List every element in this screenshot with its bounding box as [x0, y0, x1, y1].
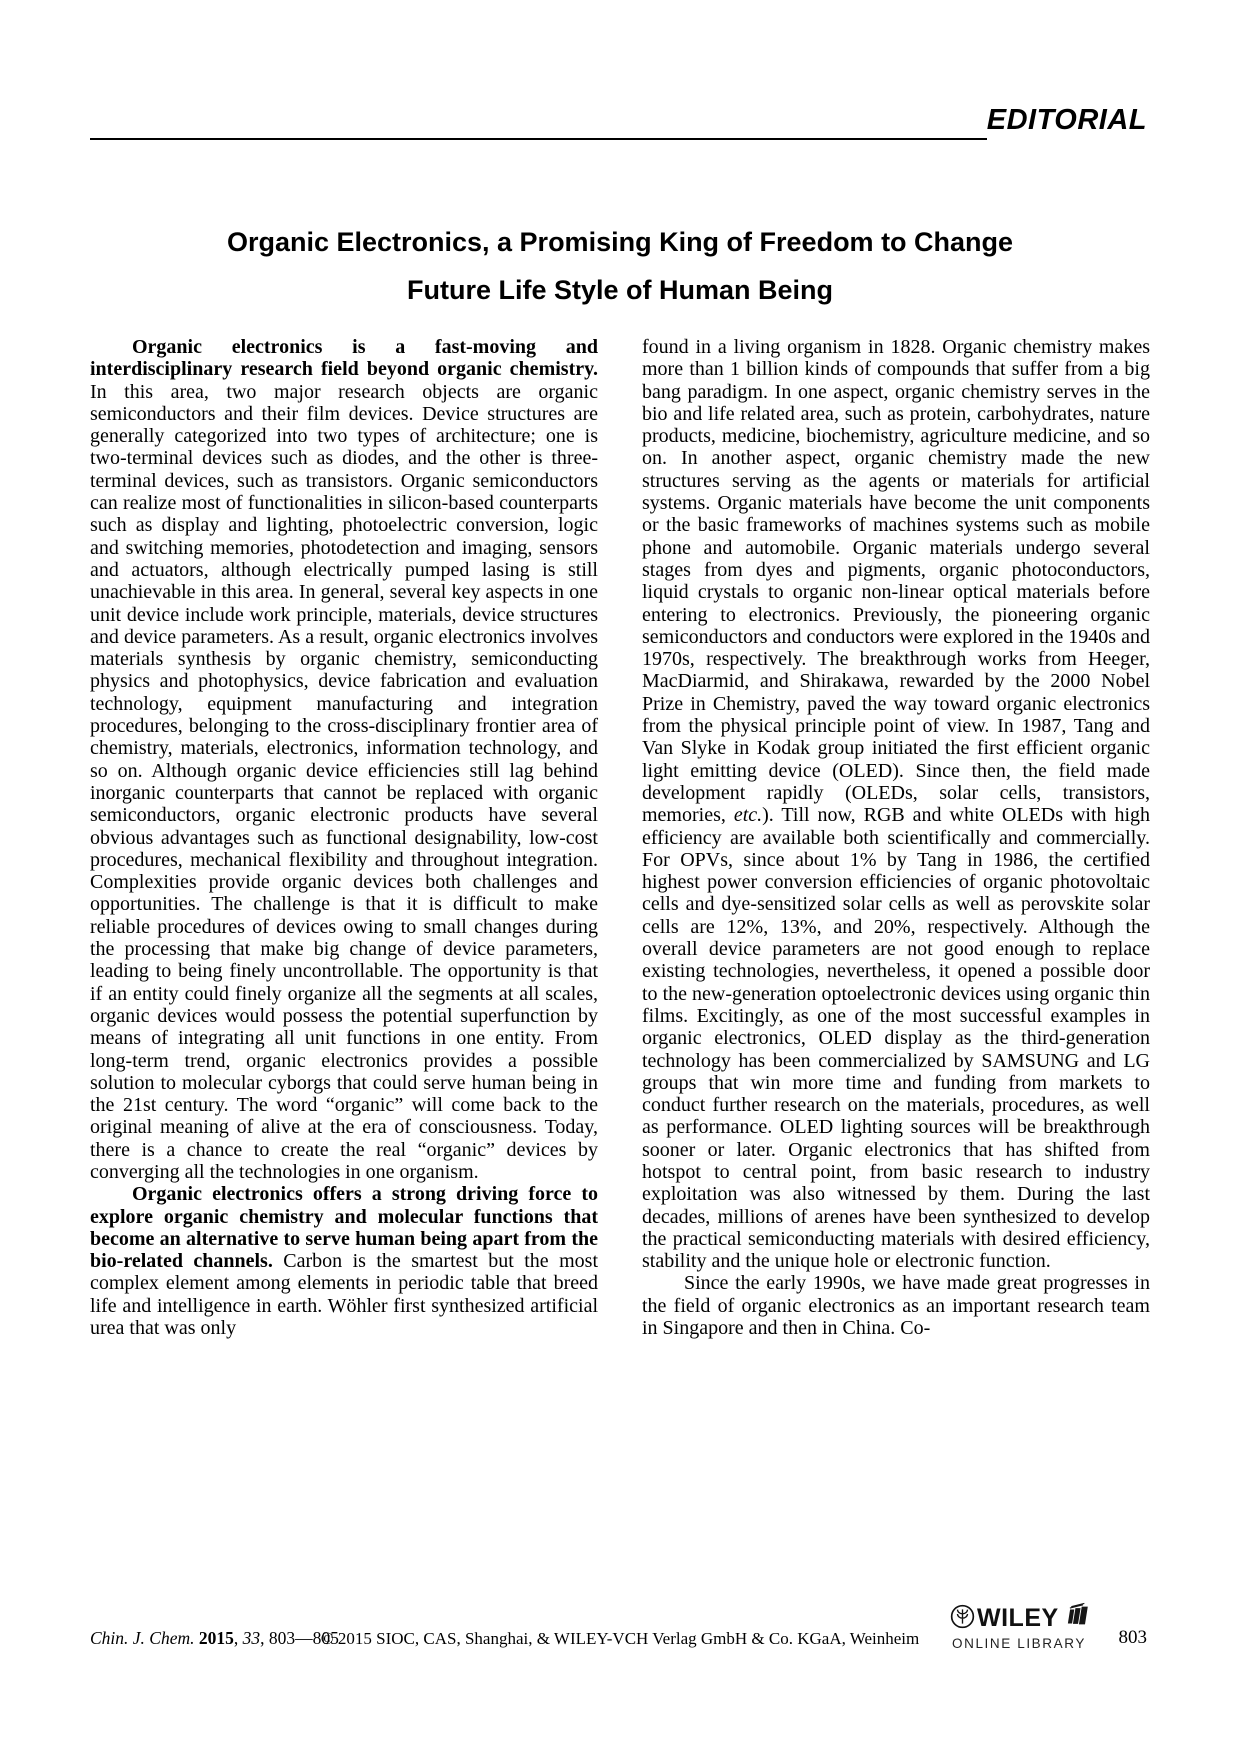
article-title-line-2: Future Life Style of Human Being — [406, 275, 834, 305]
paragraph-2-continued: found in a living organism in 1828. Organic chemistry makes more than 1 billion kinds of compounds that suffer from a big bang paradigm. In one aspect, organic chemistry serves in the bio and life related area, such as protein, carbohydrates, nature products, medicine, biochemistry, agriculture medicine, and so on. In another aspect, organic chemistry made the new structures serving as the agents or materials for artificial systems. Organic materials have become the unit components or the basic frameworks of machines systems such as mobile phone and automobile. Organic materials undergo several stages from dyes and pigments, organic photoconductors, liquid crystals to organic non-linear optical materials before entering to electronics. Previously, the pioneering organic semiconductors and conductors were explored in the 1940s and 1970s, respectively. The breakthrough works from Heeger, MacDiarmid, and Shirakawa, rewarded by the 2000 Nobel Prize in Chemistry, paved the way toward organic electronics from the physical principle point of view. In 1987, Tang and Van Slyke in Kodak group initiated the first efficient organic light emitting device (OLED). Since then, the field made development rapidly (OLEDs, solar cells, transistors, memories, etc.). Till now, RGB and white OLEDs with high efficiency are available both scientifically and commercially. For OPVs, since about 1% by Tang in 1986, the certified highest power conversion efficiencies of organic photovoltaic cells and dye-sensitized solar cells as well as perovskite solar cells are 12%, 13%, and 20%, respectively. Although the overall device parameters are not good enough to replace existing technologies, nevertheless, it opened a possible door to the new-generation optoelectronic devices using organic thin films. Excitingly, as one of the most successful examples in organic electronics, OLED display as the third-generation technology has been commercialized by SAMSUNG and LG groups that win more time and funding from markets to conduct further research on the materials, procedures, as well as performance. OLED lighting sources will be breakthrough sooner or later. Organic electronics that has shifted from hotspot to central point, from basic research to industry exploitation was also witnessed by them. During the last decades, millions of arenes have been synthesized to develop the practical semiconducting materials with desired efficiency, stability and the unique hole or electronic function. — [642, 336, 1151, 1273]
article-title-line-1: Organic Electronics, a Promising King of Freedom to Change — [226, 227, 1014, 257]
page-number: 803 — [1118, 1627, 1147, 1648]
paragraph-1: Organic electronics is a fast-moving and interdisciplinary research field beyond organic chemistry. In this area, two major research objects are organic semiconductors and their film devices. Device structures are generally categorized into two types of architecture; one is two-terminal devices such as diodes, and the other is three-terminal devices, such as transistors. Organic semiconductors can realize most of functionalities in silicon-based counterparts such as display and lighting, photoelectric conversion, logic and switching memories, photodetection and imaging, sensors and actuators, although electrically pumped lasing is still unachievable in this area. In general, several key aspects in one unit device include work principle, materials, device structures and device parameters. As a result, organic electronics involves materials synthesis by organic chemistry, semiconducting physics and photophysics, device fabrication and evaluation technology, equipment manufacturing and integration procedures, belonging to the cross-disciplinary frontier area of chemistry, materials, electronics, information technology, and so on. Although organic device efficiencies still lag behind inorganic counterparts that cannot be replaced with organic semiconductors, organic electronic products have several obvious advantages such as functional designability, low-cost procedures, mechanical flexibility and throughout integration. Complexities provide organic devices both challenges and opportunities. The challenge is that it is difficult to make reliable procedures of devices owing to small changes during the processing that make big change of device parameters, leading to being finely uncontrollable. The opportunity is that if an entity could finely organize all the segments at all scales, organic devices would possess the potential superfunction by means of integrating all unit functions in one entity. From long-term trend, organic electronics provides a possible solution to molecular cyborgs that could serve human being in the 21st century. The word “organic” will come back to the original meaning of alive at the era of consciousness. Today, there is a chance to create the real “organic” devices by converging all the technologies in one organism. — [90, 336, 598, 1183]
books-icon — [1061, 1602, 1089, 1635]
article-body — [90, 336, 1150, 1339]
paragraph-2: Organic electronics offers a strong driving force to explore organic chemistry and molecular functions that become an alternative to serve human being apart from the bio-related channels. Carbon is the smartest but the most complex element among elements in periodic table that breed life and intelligence in earth. Wöhler first synthesized artificial urea that was only — [90, 1183, 598, 1340]
journal-citation: Chin. J. Chem. 2015, 33, 803—805 — [90, 1628, 339, 1648]
wiley-circle-icon — [950, 1604, 975, 1634]
right-column — [642, 336, 1150, 1339]
paragraph-3: Since the early 1990s, we have made great progresses in the field of organic electronics as an important research team in Singapore and then in China. Co- — [642, 1272, 1150, 1340]
wiley-logo-row — [950, 1602, 1130, 1635]
left-column — [90, 336, 598, 1339]
copyright-text: © 2015 SIOC, CAS, Shanghai, & WILEY-VCH Verlag GmbH & Co. KGaA, Weinheim — [320, 1629, 920, 1648]
wiley-brand-text: WILEY — [977, 1604, 1059, 1632]
header-rule — [90, 138, 987, 140]
wiley-online-library-logo — [950, 1602, 1130, 1651]
wiley-subtitle-text: ONLINE LIBRARY — [952, 1636, 1086, 1651]
article-title — [90, 218, 1150, 314]
section-label: EDITORIAL — [986, 104, 1147, 136]
